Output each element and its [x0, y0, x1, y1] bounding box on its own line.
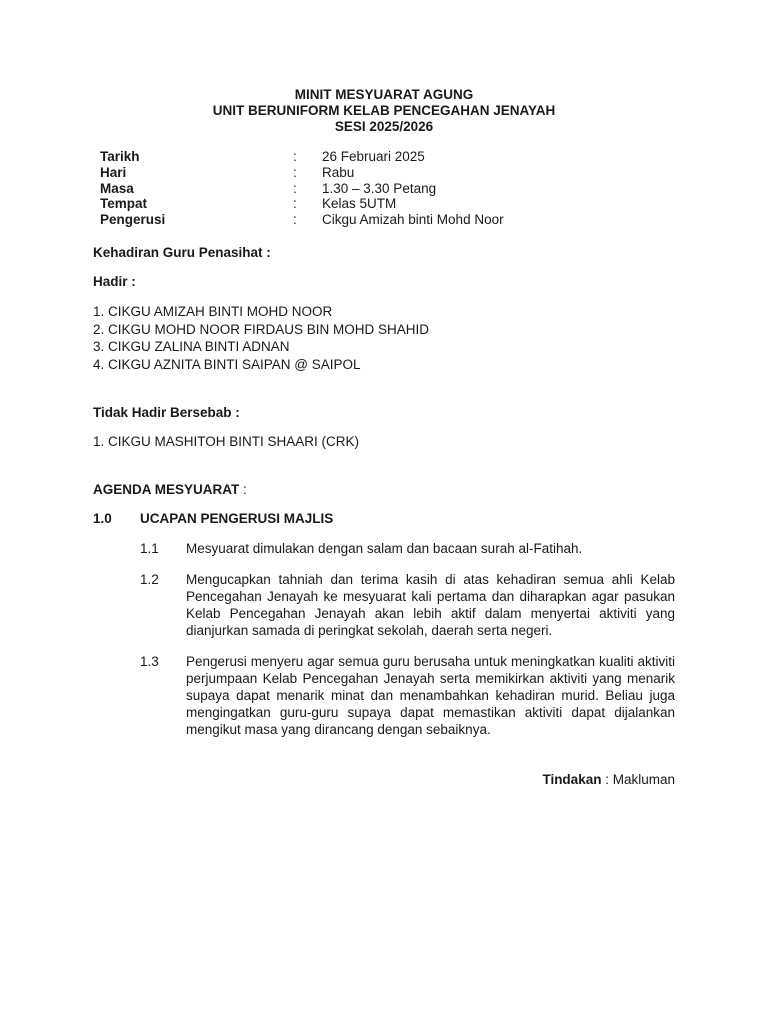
- document-session: SESI 2025/2026: [334, 119, 434, 134]
- info-row-tarikh: [100, 148, 660, 164]
- info-separator: :: [293, 196, 297, 211]
- action-label: Tindakan: [542, 772, 602, 787]
- present-list-item: 2. CIKGU MOHD NOOR FIRDAUS BIN MOHD SHAHID: [93, 322, 430, 337]
- info-row-masa: [100, 180, 660, 196]
- info-value: Rabu: [322, 165, 355, 180]
- info-value: 26 Februari 2025: [322, 149, 425, 164]
- info-label: Hari: [100, 165, 127, 180]
- present-list-item: 1. CIKGU AMIZAH BINTI MOHD NOOR: [93, 304, 333, 319]
- action-value: : Makluman: [601, 772, 675, 787]
- agenda-item-number: 1.3: [140, 654, 159, 669]
- info-label: Masa: [100, 181, 134, 196]
- info-value: Kelas 5UTM: [322, 196, 397, 211]
- info-row-hari: [100, 164, 660, 180]
- info-separator: :: [293, 165, 297, 180]
- info-row-tempat: [100, 195, 660, 211]
- agenda-heading-suffix: :: [239, 482, 247, 497]
- info-separator: :: [293, 181, 297, 196]
- info-row-pengerusi: [100, 211, 660, 227]
- document-subtitle: UNIT BERUNIFORM KELAB PENCEGAHAN JENAYAH: [212, 103, 556, 118]
- info-value: 1.30 – 3.30 Petang: [322, 181, 437, 196]
- present-list-item: 4. CIKGU AZNITA BINTI SAIPAN @ SAIPOL: [93, 357, 361, 372]
- info-value: Cikgu Amizah binti Mohd Noor: [322, 212, 504, 227]
- action-note: [542, 771, 675, 788]
- present-heading: Hadir :: [93, 274, 136, 289]
- agenda-heading: AGENDA MESYUARAT: [93, 482, 240, 497]
- attendance-heading: Kehadiran Guru Penasihat :: [93, 245, 271, 260]
- info-label: Tarikh: [100, 149, 140, 164]
- info-label: Tempat: [100, 196, 148, 211]
- agenda-heading-line: [93, 481, 247, 498]
- present-list-item: 3. CIKGU ZALINA BINTI ADNAN: [93, 339, 290, 354]
- document-title: MINIT MESYUARAT AGUNG: [294, 87, 474, 102]
- agenda-item-number: 1.1: [140, 541, 159, 556]
- agenda-item-text: Pengerusi menyeru agar semua guru berusaha untuk meningkatkan kualiti aktiviti perjumpaan Kelab Pencegahan Jenayah serta memikirkan aktiviti yang menarik supaya dapat menarik minat dan menambahkan kehadiran murid. Beliau juga mengingatkan guru-guru supaya dapat memastikan aktiviti dapat dijalankan mengikut masa yang dirancang dengan sebaiknya.: [186, 654, 675, 737]
- absent-list-item: 1. CIKGU MASHITOH BINTI SHAARI (CRK): [93, 434, 360, 449]
- info-separator: :: [293, 212, 297, 227]
- agenda-item-text: Mengucapkan tahniah dan terima kasih di atas kehadiran semua ahli Kelab Pencegahan Jenayah ke mesyuarat kali pertama dan diharapkan agar pasukan Kelab Pencegahan Jenayah akan lebih aktif dalam menyertai aktiviti yang dianjurkan samada di peringkat sekolah, daerah serta negeri.: [186, 572, 675, 638]
- info-separator: :: [293, 149, 297, 164]
- agenda-item-number: 1.2: [140, 572, 159, 587]
- section-number: 1.0: [93, 511, 112, 526]
- info-label: Pengerusi: [100, 212, 166, 227]
- section-title: UCAPAN PENGERUSI MAJLIS: [140, 511, 334, 526]
- agenda-item-text: Mesyuarat dimulakan dengan salam dan bacaan surah al-Fatihah.: [186, 541, 583, 556]
- absent-heading: Tidak Hadir Bersebab :: [93, 405, 240, 420]
